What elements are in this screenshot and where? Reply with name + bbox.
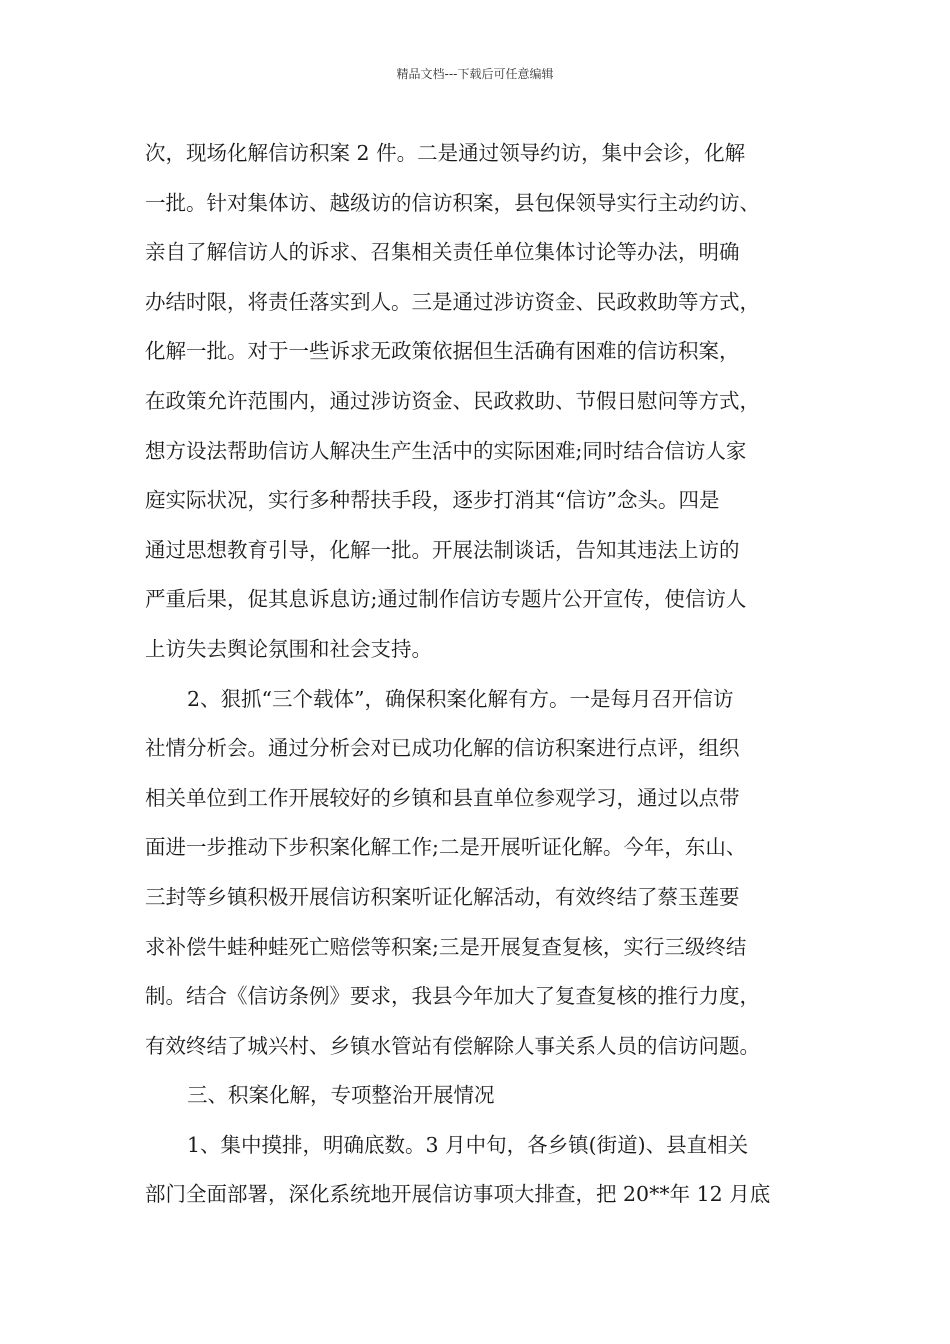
- text-line: 上访失去舆论氛围和社会支持。: [145, 636, 432, 661]
- text-line: 化解一批。对于一些诉求无政策依据但生活确有困难的信访积案，: [145, 339, 740, 364]
- text-line: 办结时限，将责任落实到人。三是通过涉访资金、民政救助等方式，: [145, 289, 760, 314]
- text-line: 有效终结了城兴村、乡镇水管站有偿解除人事关系人员的信访问题。: [145, 1033, 760, 1058]
- text-line: 三封等乡镇积极开展信访积案听证化解活动，有效终结了蔡玉莲要: [145, 884, 740, 909]
- text-line: 部门全面部署，深化系统地开展信访事项大排查，把 20**年 12 月底: [145, 1182, 771, 1207]
- text-line: 三、积案化解，专项整治开展情况: [187, 1083, 495, 1108]
- text-line: 严重后果，促其息诉息访;通过制作信访专题片公开宣传，使信访人: [145, 587, 747, 612]
- text-line: 2、狠抓“三个载体”，确保积案化解有方。一是每月召开信访: [187, 686, 734, 711]
- text-line: 在政策允许范围内，通过涉访资金、民政救助、节假日慰问等方式，: [145, 388, 760, 413]
- page-header: 精品文档---下载后可任意编辑: [396, 67, 554, 81]
- text-line: 亲自了解信访人的诉求、召集相关责任单位集体讨论等办法，明确: [145, 240, 740, 265]
- text-line: 1、集中摸排，明确底数。3 月中旬，各乡镇(街道)、县直相关: [187, 1132, 749, 1157]
- document-body: [145, 129, 815, 1220]
- text-line: 庭实际状况，实行多种帮扶手段，逐步打消其“信访”念头。四是: [145, 488, 720, 513]
- text-line: 制。结合《信访条例》要求，我县今年加大了复查复核的推行力度，: [145, 984, 760, 1009]
- text-line: 通过思想教育引导，化解一批。开展法制谈话，告知其违法上访的: [145, 537, 740, 562]
- text-line: 求补偿牛蛙种蛙死亡赔偿等积案;三是开展复查复核，实行三级终结: [145, 934, 747, 959]
- text-line: 社情分析会。通过分析会对已成功化解的信访积案进行点评，组织: [145, 736, 740, 761]
- text-line: 相关单位到工作开展较好的乡镇和县直单位参观学习，通过以点带: [145, 785, 740, 810]
- text-line: 面进一步推动下步积案化解工作;二是开展听证化解。今年，东山、: [145, 835, 747, 860]
- text-line: 次，现场化解信访积案 2 件。二是通过领导约访，集中会诊，化解: [145, 141, 746, 165]
- text-line: 一批。针对集体访、越级访的信访积案，县包保领导实行主动约访、: [145, 190, 760, 215]
- text-line: 想方设法帮助信访人解决生产生活中的实际困难;同时结合信访人家: [145, 438, 747, 463]
